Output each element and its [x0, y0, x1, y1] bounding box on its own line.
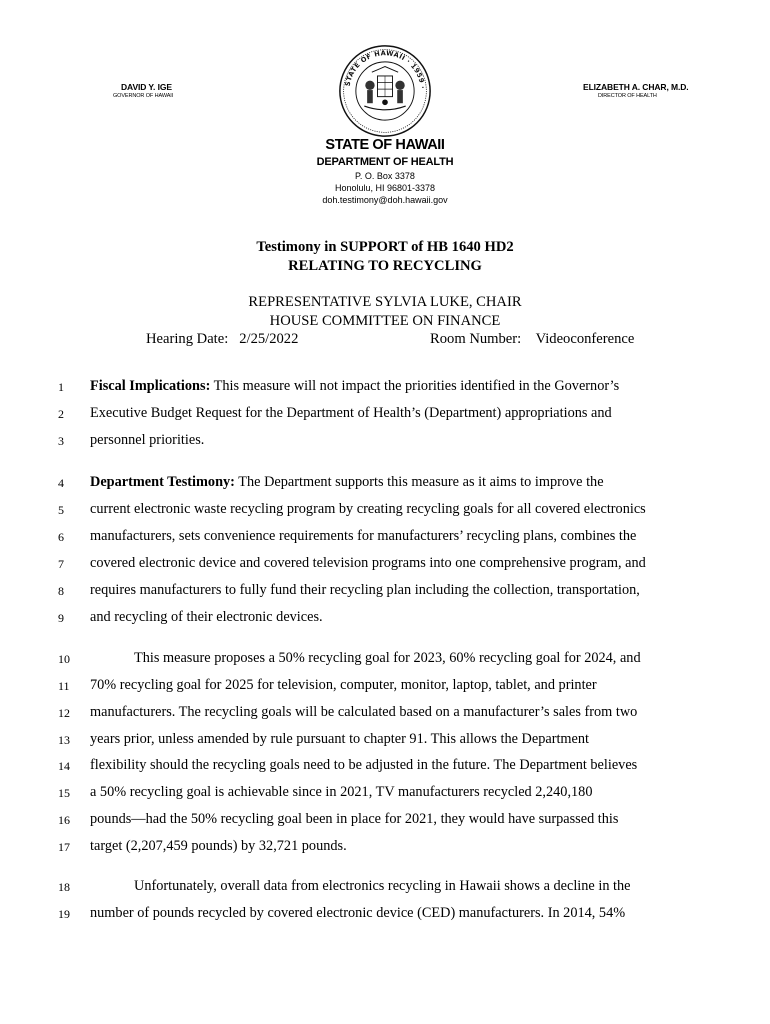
committee-chair: REPRESENTATIVE SYLVIA LUKE, CHAIR — [248, 294, 522, 310]
line-number: 17 — [58, 840, 70, 854]
line-number: 15 — [58, 786, 70, 800]
section-heading-fiscal: Fiscal Implications: — [90, 378, 211, 394]
body-line: personnel priorities. — [90, 432, 205, 448]
hearing-date-label: Hearing Date: — [146, 331, 229, 347]
body-line: flexibility should the recycling goals need to be adjusted in the future. The Department believes — [90, 757, 638, 773]
line-number: 6 — [58, 530, 64, 544]
body-line — [90, 474, 604, 491]
body-line-text: The Department supports this measure as it aims to improve the — [234, 474, 604, 490]
line-number: 8 — [58, 584, 64, 598]
hearing-date-value: 2/25/2022 — [239, 331, 299, 347]
body-line: target (2,207,459 pounds) by 32,721 pounds. — [90, 838, 347, 854]
body-line: Executive Budget Request for the Department of Health’s (Department) appropriations and — [90, 405, 612, 421]
svg-text:STATE OF HAWAII · 1959 ·: STATE OF HAWAII · 1959 · — [343, 49, 427, 90]
body-line: a 50% recycling goal is achievable since in 2021, TV manufacturers recycled 2,240,180 — [90, 784, 593, 800]
body-line: current electronic waste recycling program by creating recycling goals for all covered electronics — [90, 501, 646, 517]
hearing-date — [146, 331, 298, 348]
body-line: manufacturers, sets convenience requirements for manufacturers’ recycling plans, combines the — [90, 528, 637, 544]
state-seal-icon — [338, 44, 432, 138]
state-heading: STATE OF HAWAII — [325, 137, 445, 153]
section-heading-department: Department Testimony: — [90, 474, 235, 490]
room-number-value: Videoconference — [535, 331, 635, 347]
body-line: This measure proposes a 50% recycling goal for 2023, 60% recycling goal for 2024, and — [134, 650, 641, 666]
line-number: 16 — [58, 813, 70, 827]
body-line: and recycling of their electronic devices. — [90, 609, 323, 625]
line-number: 10 — [58, 652, 70, 666]
line-number: 7 — [58, 557, 64, 571]
body-line: Unfortunately, overall data from electronics recycling in Hawaii shows a decline in the — [134, 878, 631, 894]
line-number: 18 — [58, 880, 70, 894]
line-number: 4 — [58, 476, 64, 490]
body-line — [90, 378, 619, 395]
line-number: 5 — [58, 503, 64, 517]
body-line: requires manufacturers to fully fund their recycling plan including the collection, transportation, — [90, 582, 640, 598]
body-line: years prior, unless amended by rule pursuant to chapter 91. This allows the Department — [90, 731, 590, 747]
body-line: manufacturers. The recycling goals will be calculated based on a manufacturer’s sales from two — [90, 704, 638, 720]
line-number: 2 — [58, 407, 64, 421]
line-number: 3 — [58, 434, 64, 448]
director-name: ELIZABETH A. CHAR, M.D. — [583, 82, 689, 92]
department-heading: DEPARTMENT OF HEALTH — [316, 156, 454, 168]
governor-name: DAVID Y. IGE — [121, 82, 172, 92]
committee-name: HOUSE COMMITTEE ON FINANCE — [269, 313, 501, 329]
body-line-text: This measure will not impact the priorities identified in the Governor’s — [210, 378, 620, 394]
line-number: 11 — [58, 679, 70, 693]
body-line: 70% recycling goal for 2025 for television, computer, monitor, laptop, tablet, and printer — [90, 677, 597, 693]
governor-title: GOVERNOR OF HAWAII — [113, 93, 174, 99]
body-line: covered electronic device and covered television programs into one comprehensive program, and — [90, 555, 646, 571]
line-number: 14 — [58, 759, 70, 773]
address-email: doh.testimony@doh.hawaii.gov — [322, 195, 448, 205]
line-number: 12 — [58, 706, 70, 720]
line-number: 13 — [58, 733, 70, 747]
testimony-title: Testimony in SUPPORT of HB 1640 HD2 — [256, 239, 514, 255]
director-title: DIRECTOR OF HEALTH — [598, 93, 657, 99]
room-number — [430, 331, 634, 348]
line-number: 9 — [58, 611, 64, 625]
body-line: number of pounds recycled by covered electronic device (CED) manufacturers. In 2014, 54% — [90, 905, 626, 921]
testimony-subtitle: RELATING TO RECYCLING — [288, 258, 482, 274]
line-number: 19 — [58, 907, 70, 921]
address-city: Honolulu, HI 96801-3378 — [334, 183, 436, 193]
line-number: 1 — [58, 380, 64, 394]
room-number-label: Room Number: — [430, 331, 522, 347]
body-line: pounds—had the 50% recycling goal been in place for 2021, they would have surpassed this — [90, 811, 619, 827]
address-po-box: P. O. Box 3378 — [355, 171, 415, 181]
